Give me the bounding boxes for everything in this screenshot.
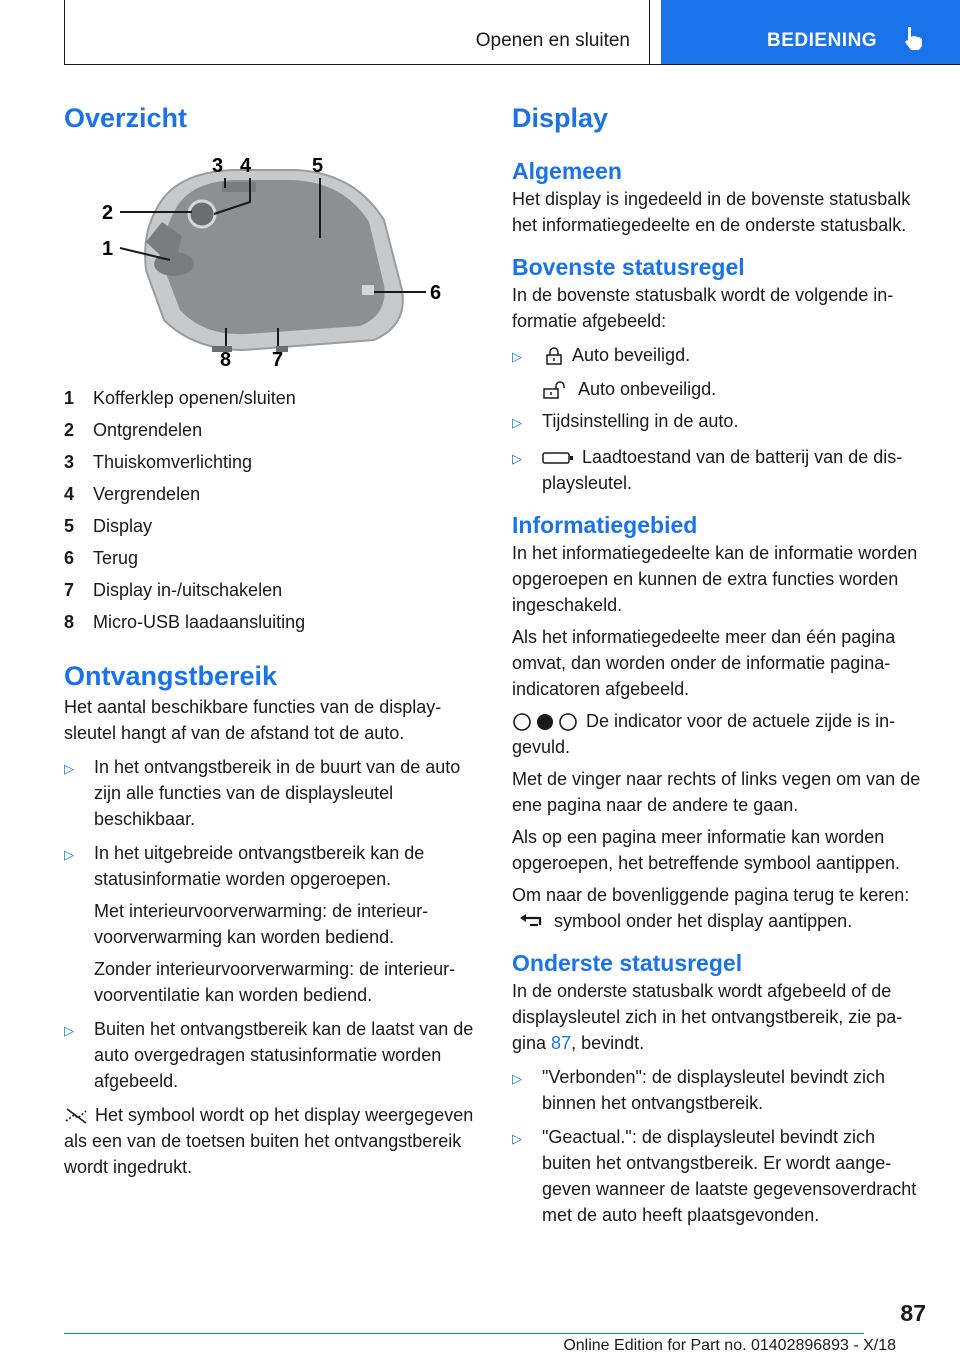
diagram-label-7: 7	[272, 349, 284, 370]
battery-icon	[542, 450, 574, 466]
back-arrow-icon	[518, 912, 548, 932]
top-statusbar-title: Bovenste statusregel	[512, 254, 745, 280]
diagram-label-8: 8	[220, 349, 232, 370]
range-sub-note: Met interieurvoorverwarming: de interieurvoorverwarming kan worden bediend.	[94, 901, 429, 947]
range-bullet: ▷ In het uitgebreide ontvangstbereik kan de statusinformatie worden opgeroepen.	[64, 840, 476, 892]
legend-item: 2 Ontgrendelen	[64, 420, 203, 440]
diagram-legend	[64, 382, 476, 638]
diagram-label-6: 6	[430, 282, 442, 304]
info-text: Als op een pagina meer informatie kan worden opgeroepen, het betreffende symbool aantippen.	[512, 827, 900, 873]
triangle-bullet-icon: ▷	[64, 847, 74, 862]
triangle-bullet-icon: ▷	[512, 1131, 522, 1146]
triangle-bullet-icon: ▷	[512, 1071, 522, 1086]
triangle-bullet-icon: ▷	[512, 451, 522, 466]
range-bullet: ▷ Buiten het ontvangstbereik kan de laatst van de auto overgedragen statusinformatie worden afgebeeld.	[64, 1016, 476, 1094]
triangle-bullet-icon: ▷	[64, 761, 74, 776]
bottom-statusbar-text: In de onderste statusbalk wordt afgebeeld of de displaysleutel zich in het ontvangstbereik, zie pagina 87, bevindt.	[512, 981, 903, 1053]
range-bullet: ▷ In het ontvangstbereik in de buurt van de auto zijn alle functies van de displaysleutel beschikbaar.	[64, 754, 476, 832]
hand-pointer-icon	[899, 24, 927, 52]
bottom-statusbar-title: Onderste statusregel	[512, 950, 743, 976]
legend-item: 8 Micro-USB laadaansluiting	[64, 612, 306, 632]
out-of-range-icon	[64, 1107, 90, 1125]
page-number: 87	[900, 1300, 926, 1326]
top-bullet: ▷ Tijdsinstelling in de auto.	[512, 408, 924, 436]
header-chapter-tab	[661, 0, 960, 64]
info-text: De indicator voor de actuele zijde is ingevuld.	[512, 711, 896, 757]
diagram-label-5: 5	[312, 155, 324, 177]
info-text: Met de vinger naar rechts of links vegen om van de ene pagina naar de andere te gaan.	[512, 769, 921, 815]
legend-item: 7 Display in-/uitschakelen	[64, 580, 283, 600]
triangle-bullet-icon: ▷	[64, 1023, 74, 1038]
page-indicator-dots-icon	[512, 712, 578, 732]
footer-rule	[64, 1333, 864, 1334]
general-text: Het display is ingedeeld in de bovenste statusbalk het informatiegedeelte en de onderste statusbalk.	[512, 189, 911, 235]
left-column	[64, 100, 476, 1180]
legend-item: 1 Kofferklep openen/sluiten	[64, 388, 296, 408]
legend-item: 5 Display	[64, 516, 153, 536]
info-text: In het informatiegedeelte kan de informatie worden opgeroepen en kunnen de extra functies worden ingeschakeld.	[512, 543, 918, 615]
legend-item: 3 Thuiskomverlichting	[64, 452, 253, 472]
top-statusbar-text: In de bovenste statusbalk wordt de volgende informatie afgebeeld:	[512, 285, 894, 331]
header-section-title: Openen en sluiten	[475, 30, 630, 51]
lock-open-icon	[542, 380, 570, 400]
info-area-title: Informatiegebied	[512, 512, 698, 538]
header-chapter-label: BEDIENING	[767, 30, 878, 51]
triangle-bullet-icon: ▷	[512, 349, 522, 364]
overview-title: Overzicht	[64, 103, 188, 133]
general-title: Algemeen	[512, 158, 622, 184]
range-note: Het symbool wordt op het display weergegeven als een van de toetsen buiten het ontvangstbereik wordt ingedrukt.	[64, 1105, 474, 1177]
range-title: Ontvangstbereik	[64, 661, 278, 691]
top-bullet-sub: Auto onbeveiligd.	[512, 376, 924, 402]
footer-edition: Online Edition for Part no. 01402896893 - X/18	[563, 1337, 896, 1354]
lock-closed-icon	[544, 346, 564, 366]
bottom-bullet: ▷ "Geactual.": de displaysleutel bevindt zich buiten het ontvangstbereik. Er wordt aangegeven wanneer de laatste gegevensoverdracht met de auto heeft plaatsgevonden.	[512, 1124, 924, 1228]
diagram-label-2: 2	[102, 202, 114, 224]
diagram-label-3: 3	[212, 155, 224, 177]
legend-item: 6 Terug	[64, 548, 139, 568]
page-link[interactable]: 87	[551, 1033, 572, 1053]
info-text: Als het informatiegedeelte meer dan één pagina omvat, dan worden onder de informatie pagina-indicatoren afgebeeld.	[512, 627, 896, 699]
display-key-diagram	[64, 150, 476, 370]
top-bullet: ▷ Laadtoestand van de batterij van de displaysleutel.	[512, 444, 924, 496]
right-column	[512, 100, 924, 1228]
bottom-bullet: ▷ "Verbonden": de displaysleutel bevindt zich binnen het ontvangstbereik.	[512, 1064, 924, 1116]
range-intro: Het aantal beschikbare functies van de displaysleutel hangt af van de afstand tot de auto.	[64, 697, 442, 743]
display-title: Display	[512, 103, 609, 133]
triangle-bullet-icon: ▷	[512, 415, 522, 430]
diagram-label-1: 1	[102, 238, 114, 260]
top-bullet: ▷ Auto beveiligd.	[512, 342, 924, 370]
info-text: Om naar de bovenliggende pagina terug te keren: symbool onder het display aantippen.	[512, 885, 910, 931]
range-sub-note: Zonder interieurvoorverwarming: de interieurvoorventilatie kan worden bediend.	[94, 959, 456, 1005]
diagram-label-4: 4	[240, 155, 252, 177]
header-rule	[64, 64, 960, 65]
legend-item: 4 Vergrendelen	[64, 484, 201, 504]
